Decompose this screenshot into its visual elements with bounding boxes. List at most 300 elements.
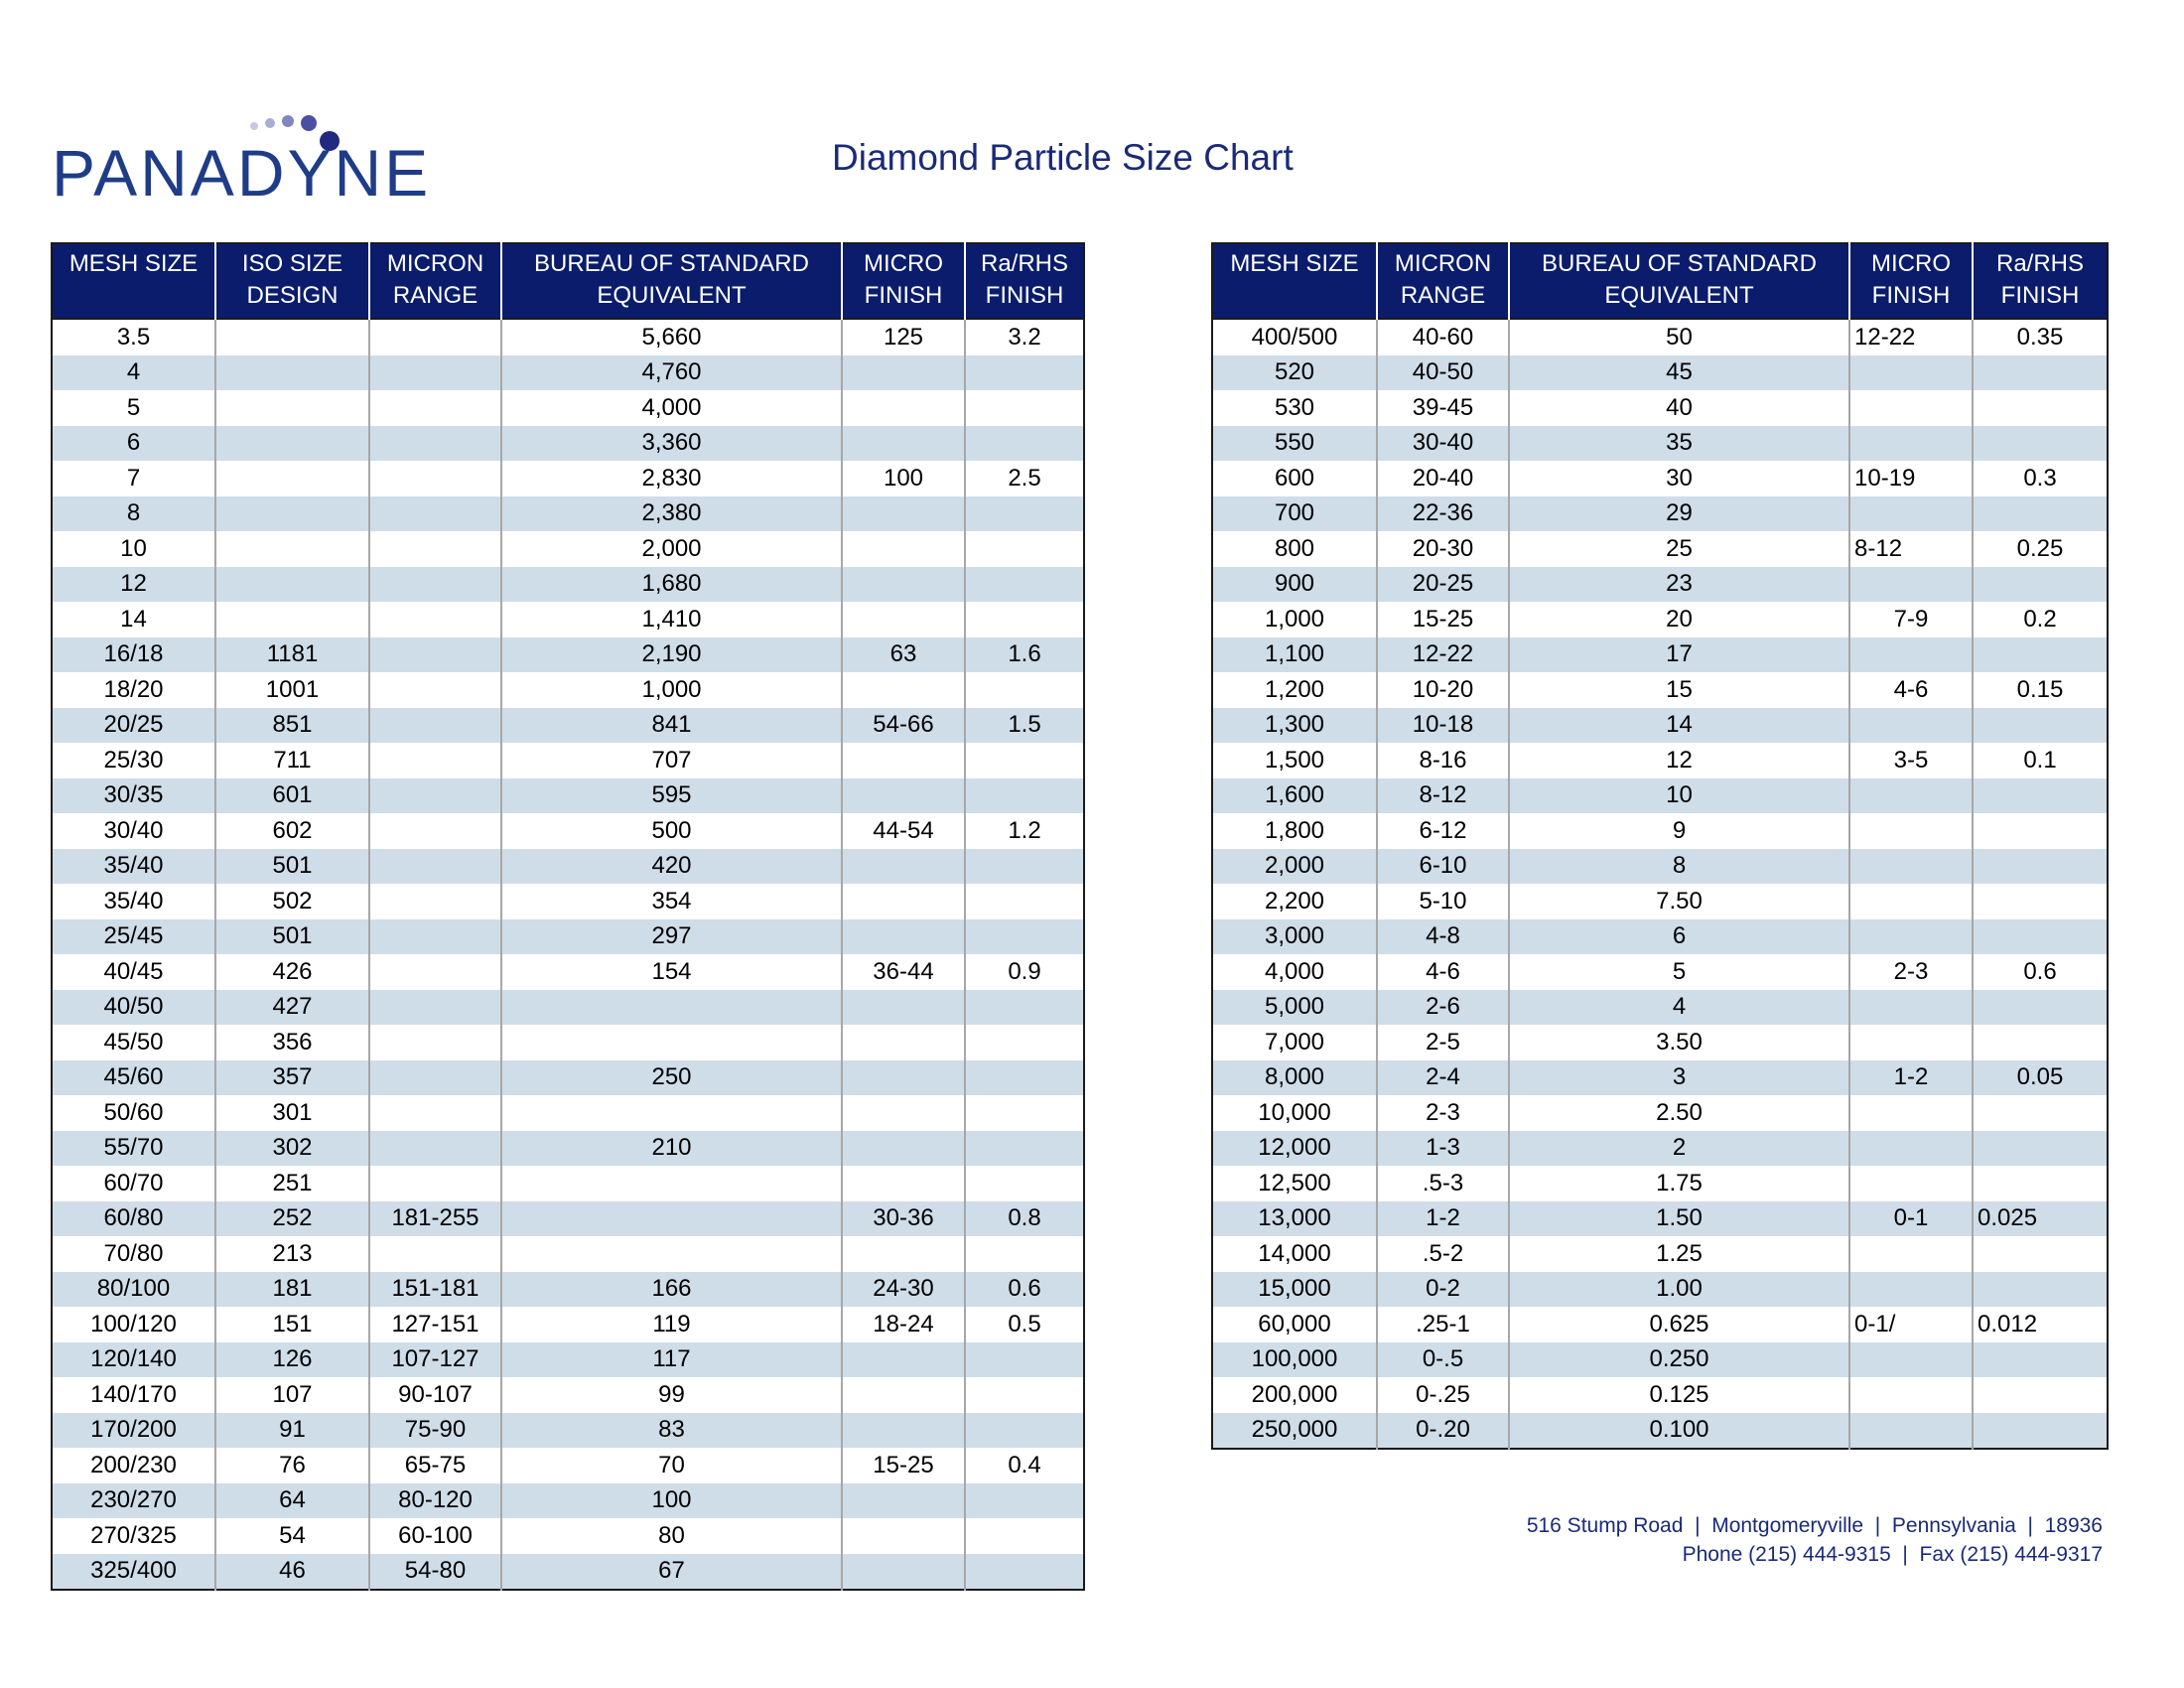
table-row bbox=[52, 813, 1084, 849]
table-cell: 6-12 bbox=[1377, 813, 1509, 849]
table-cell: 4-8 bbox=[1377, 919, 1509, 955]
table-cell: 2 bbox=[1509, 1131, 1849, 1167]
table-cell: 0-.20 bbox=[1377, 1413, 1509, 1450]
table-cell: 0.05 bbox=[1973, 1060, 2108, 1096]
table-cell: 4,000 bbox=[1264, 957, 1325, 985]
table-cell bbox=[965, 1166, 1084, 1201]
table-cell: 151-181 bbox=[369, 1272, 501, 1308]
table-row bbox=[52, 390, 1084, 426]
table-cell bbox=[1973, 567, 2108, 603]
table-cell: 8-12 bbox=[1377, 778, 1509, 814]
table-cell bbox=[1849, 919, 1973, 955]
table-cell: 1.25 bbox=[1509, 1236, 1849, 1272]
table-cell: 1.5 bbox=[965, 708, 1084, 744]
table-cell bbox=[842, 778, 965, 814]
table-cell bbox=[1849, 1131, 1973, 1167]
table-cell: 2-5 bbox=[1377, 1025, 1509, 1060]
table-cell bbox=[369, 1095, 501, 1131]
table-cell: 3.2 bbox=[965, 319, 1084, 355]
table-cell: 181-255 bbox=[369, 1201, 501, 1237]
table-cell bbox=[1973, 990, 2108, 1026]
table-cell bbox=[842, 1342, 965, 1378]
table-cell bbox=[965, 567, 1084, 603]
table-cell: 5,000 bbox=[1212, 990, 1377, 1026]
table-cell bbox=[1849, 1342, 1973, 1378]
column-header-line: FINISH bbox=[1871, 282, 1951, 309]
table-cell bbox=[1849, 1236, 1973, 1272]
table-cell: 3.50 bbox=[1509, 1025, 1849, 1060]
table-cell bbox=[842, 884, 965, 919]
table-cell: 711 bbox=[215, 743, 369, 778]
table-row bbox=[1212, 990, 2108, 1026]
column-header bbox=[501, 243, 842, 319]
table-cell: .25-1 bbox=[1377, 1307, 1509, 1342]
table-cell: 5-10 bbox=[1377, 884, 1509, 919]
table-cell: 1-3 bbox=[1377, 1131, 1509, 1167]
table-cell bbox=[965, 1554, 1084, 1591]
table-cell: 12 bbox=[52, 567, 215, 603]
table-cell: 2-4 bbox=[1377, 1060, 1509, 1096]
table-cell: 5 bbox=[126, 393, 141, 421]
brand-name: PANADYNE bbox=[52, 136, 432, 210]
table-cell bbox=[965, 1377, 1084, 1413]
column-header bbox=[965, 243, 1084, 319]
table-row bbox=[52, 355, 1084, 391]
table-row bbox=[1212, 390, 2108, 426]
table-cell bbox=[1973, 778, 2108, 814]
table-row bbox=[1212, 319, 2108, 355]
table-cell bbox=[369, 496, 501, 532]
table-cell: 80/100 bbox=[52, 1272, 215, 1308]
table-cell: 30 bbox=[1509, 461, 1849, 496]
table-cell bbox=[369, 637, 501, 673]
table-cell: 0.15 bbox=[1973, 672, 2108, 708]
table-cell bbox=[965, 1060, 1084, 1096]
table-row bbox=[1212, 567, 2108, 603]
table-cell: 325/400 bbox=[52, 1554, 215, 1591]
table-cell bbox=[842, 919, 965, 955]
table-cell bbox=[1973, 813, 2108, 849]
table-cell: 0.3 bbox=[1973, 461, 2108, 496]
table-cell: 64 bbox=[215, 1483, 369, 1519]
table-cell: 39-45 bbox=[1377, 390, 1509, 426]
table-cell: 1-2 bbox=[1849, 1060, 1973, 1096]
table-cell: 7.50 bbox=[1509, 884, 1849, 919]
table-cell: 80-120 bbox=[369, 1483, 501, 1519]
column-header-line: MESH SIZE bbox=[68, 250, 199, 277]
table-row bbox=[52, 1483, 1084, 1519]
table-cell bbox=[965, 496, 1084, 532]
table-cell bbox=[1849, 496, 1973, 532]
table-cell: 0.025 bbox=[1973, 1201, 2108, 1237]
table-cell bbox=[215, 319, 369, 355]
table-cell: 707 bbox=[501, 743, 842, 778]
table-cell: 7 bbox=[126, 464, 141, 492]
table-cell: 125 bbox=[842, 319, 965, 355]
table-row bbox=[52, 1342, 1084, 1378]
table-cell: 251 bbox=[215, 1166, 369, 1201]
table-cell bbox=[965, 426, 1084, 462]
table-row bbox=[1212, 884, 2108, 919]
table-row bbox=[1212, 602, 2108, 637]
table-row bbox=[1212, 355, 2108, 391]
table-cell: 501 bbox=[215, 919, 369, 955]
table-cell: 0.1 bbox=[1973, 743, 2108, 778]
table-row bbox=[52, 531, 1084, 567]
table-cell bbox=[501, 1201, 842, 1237]
table-row bbox=[1212, 1201, 2108, 1237]
table-row bbox=[1212, 496, 2108, 532]
column-header bbox=[1973, 243, 2108, 319]
table-cell: 100,000 bbox=[1212, 1342, 1377, 1378]
table-cell: 841 bbox=[501, 708, 842, 744]
table-cell bbox=[1849, 1025, 1973, 1060]
table-row bbox=[52, 1025, 1084, 1060]
table-cell: 1,800 bbox=[1264, 816, 1325, 844]
table-cell: 1.6 bbox=[965, 637, 1084, 673]
table-cell: 50 bbox=[1509, 319, 1849, 355]
column-header-line: BUREAU OF STANDARD bbox=[534, 250, 809, 277]
table-cell: 3-5 bbox=[1849, 743, 1973, 778]
table-cell: 2,380 bbox=[501, 496, 842, 532]
table-cell: 14,000 bbox=[1258, 1239, 1331, 1267]
column-header-line: MICRON bbox=[386, 250, 484, 277]
column-header-line bbox=[1215, 280, 1374, 312]
table-cell: 16/18 bbox=[52, 637, 215, 673]
table-cell: 154 bbox=[501, 954, 842, 990]
table-cell bbox=[215, 531, 369, 567]
table-cell bbox=[1849, 1413, 1973, 1450]
table-cell bbox=[369, 672, 501, 708]
table-cell: 297 bbox=[501, 919, 842, 955]
table-row bbox=[52, 426, 1084, 462]
table-cell bbox=[842, 1236, 965, 1272]
column-header bbox=[1849, 243, 1973, 319]
table-cell: 0.8 bbox=[965, 1201, 1084, 1237]
table-cell: 20-30 bbox=[1377, 531, 1509, 567]
page-title: Diamond Particle Size Chart bbox=[832, 137, 1294, 178]
table-cell: 29 bbox=[1509, 496, 1849, 532]
column-header-line: MICRO bbox=[864, 250, 943, 277]
table-cell bbox=[1849, 849, 1973, 885]
table-cell: 200/230 bbox=[90, 1451, 177, 1478]
table-cell: 30-40 bbox=[1377, 426, 1509, 462]
table-cell: 200,000 bbox=[1251, 1380, 1338, 1408]
table-cell: 45/50 bbox=[103, 1028, 164, 1055]
table-cell: 10 bbox=[120, 534, 147, 562]
table-cell bbox=[369, 919, 501, 955]
table-cell: 0.35 bbox=[1973, 319, 2108, 355]
table-cell: 7,000 bbox=[1264, 1028, 1325, 1055]
table-cell bbox=[1849, 1272, 1973, 1308]
table-cell bbox=[965, 990, 1084, 1026]
table-cell: 17 bbox=[1509, 637, 1849, 673]
table-cell: 0-1/ bbox=[1849, 1307, 1973, 1342]
table-cell: 65-75 bbox=[369, 1448, 501, 1483]
table-cell bbox=[1973, 919, 2108, 955]
table-cell: 127-151 bbox=[369, 1307, 501, 1342]
table-cell: 10,000 bbox=[1258, 1098, 1331, 1126]
table-cell bbox=[1973, 1131, 2108, 1167]
table-cell bbox=[1849, 637, 1973, 673]
table-cell: 301 bbox=[215, 1095, 369, 1131]
table-row bbox=[1212, 1166, 2108, 1201]
table-cell: 91 bbox=[215, 1413, 369, 1449]
column-header-line: DESIGN bbox=[246, 282, 339, 309]
table-cell bbox=[965, 1413, 1084, 1449]
table-cell: 13,000 bbox=[1212, 1201, 1377, 1237]
table-cell: 10-19 bbox=[1849, 461, 1973, 496]
table-cell: 1,680 bbox=[501, 567, 842, 603]
table-cell: 426 bbox=[215, 954, 369, 990]
table-cell bbox=[842, 390, 965, 426]
table-cell bbox=[965, 849, 1084, 885]
table-cell: 36-44 bbox=[842, 954, 965, 990]
table-cell: 35/40 bbox=[52, 849, 215, 885]
table-row bbox=[52, 1413, 1084, 1449]
table-cell bbox=[1973, 1377, 2108, 1413]
phone-fax-line: Phone (215) 444-9315 | Fax (215) 444-9317 bbox=[1682, 1543, 2103, 1566]
table-cell: 4 bbox=[52, 355, 215, 391]
table-cell: 100 bbox=[842, 461, 965, 496]
table-cell: 230/270 bbox=[52, 1483, 215, 1519]
table-cell bbox=[501, 1095, 842, 1131]
table-cell bbox=[965, 778, 1084, 814]
table-cell: 55/70 bbox=[52, 1131, 215, 1167]
column-header bbox=[52, 243, 215, 319]
table-cell bbox=[369, 390, 501, 426]
table-cell: 210 bbox=[501, 1131, 842, 1167]
table-cell bbox=[1973, 1342, 2108, 1378]
table-cell: 119 bbox=[501, 1307, 842, 1342]
table-cell bbox=[369, 813, 501, 849]
table-cell: 0.125 bbox=[1509, 1377, 1849, 1413]
panadyne-logo bbox=[52, 111, 478, 210]
table-cell bbox=[1849, 426, 1973, 462]
column-header-line: MESH SIZE bbox=[1230, 250, 1359, 277]
column-header-line: EQUIVALENT bbox=[1604, 282, 1754, 309]
table-cell bbox=[1849, 708, 1973, 744]
table-cell: 2,200 bbox=[1264, 887, 1325, 914]
table-row bbox=[52, 1272, 1084, 1308]
table-cell bbox=[965, 1518, 1084, 1554]
table-cell: 400/500 bbox=[1251, 323, 1338, 351]
table-header-row bbox=[52, 243, 1084, 319]
table-cell: 8-16 bbox=[1377, 743, 1509, 778]
column-header bbox=[1509, 243, 1849, 319]
table-cell: 2-3 bbox=[1849, 954, 1973, 990]
table-cell: 12,000 bbox=[1212, 1131, 1377, 1167]
table-cell: 1.2 bbox=[965, 813, 1084, 849]
table-cell: 2.5 bbox=[965, 461, 1084, 496]
table-row bbox=[52, 1236, 1084, 1272]
table-cell bbox=[842, 1554, 965, 1591]
table-cell bbox=[369, 778, 501, 814]
table-cell bbox=[215, 426, 369, 462]
table-cell: 35/40 bbox=[103, 887, 164, 914]
table-row bbox=[52, 602, 1084, 637]
table-cell: 10 bbox=[1509, 778, 1849, 814]
table-cell: 12-22 bbox=[1849, 319, 1973, 355]
table-cell: 50/60 bbox=[103, 1098, 164, 1126]
table-row bbox=[1212, 672, 2108, 708]
table-cell: 4,000 bbox=[501, 390, 842, 426]
column-header-line bbox=[55, 280, 212, 312]
column-header-line: EQUIVALENT bbox=[597, 282, 747, 309]
column-header-line: ISO SIZE bbox=[241, 250, 343, 277]
table-cell: .5-2 bbox=[1377, 1236, 1509, 1272]
table-cell bbox=[1849, 1166, 1973, 1201]
table-row bbox=[52, 990, 1084, 1026]
table-cell: 900 bbox=[1212, 567, 1377, 603]
table-row bbox=[1212, 637, 2108, 673]
table-cell: 9 bbox=[1509, 813, 1849, 849]
table-cell: 2-6 bbox=[1377, 990, 1509, 1026]
table-row bbox=[1212, 1131, 2108, 1167]
table-cell bbox=[1973, 426, 2108, 462]
table-cell: 3.5 bbox=[116, 323, 151, 351]
table-cell: 0.625 bbox=[1509, 1307, 1849, 1342]
table-cell bbox=[1973, 1272, 2108, 1308]
table-row bbox=[1212, 743, 2108, 778]
table-cell bbox=[1973, 1413, 2108, 1450]
table-cell bbox=[369, 1131, 501, 1167]
column-header-line: FINISH bbox=[864, 282, 943, 309]
table-cell: 0.9 bbox=[965, 954, 1084, 990]
table-cell: 40-60 bbox=[1377, 319, 1509, 355]
table-cell bbox=[842, 990, 965, 1026]
table-cell bbox=[965, 390, 1084, 426]
table-cell bbox=[842, 1413, 965, 1449]
table-cell: 70 bbox=[501, 1448, 842, 1483]
table-cell bbox=[965, 1025, 1084, 1060]
table-row bbox=[1212, 778, 2108, 814]
table-cell: 40-50 bbox=[1377, 355, 1509, 391]
table-cell bbox=[842, 602, 965, 637]
table-cell bbox=[842, 496, 965, 532]
right-size-table bbox=[1211, 242, 2109, 1450]
table-row bbox=[1212, 708, 2108, 744]
table-cell: 10-20 bbox=[1377, 672, 1509, 708]
table-cell: 15-25 bbox=[1377, 602, 1509, 637]
table-cell: 0.100 bbox=[1509, 1413, 1849, 1450]
table-cell: 1.00 bbox=[1509, 1272, 1849, 1308]
table-cell bbox=[842, 1095, 965, 1131]
table-cell: 18/20 bbox=[103, 675, 164, 703]
table-cell bbox=[369, 319, 501, 355]
table-cell: 54 bbox=[215, 1518, 369, 1554]
table-cell: 270/325 bbox=[90, 1521, 177, 1549]
table-cell: 63 bbox=[842, 637, 965, 673]
table-row bbox=[52, 567, 1084, 603]
table-row bbox=[52, 1448, 1084, 1483]
table-row bbox=[1212, 919, 2108, 955]
table-cell: 354 bbox=[501, 884, 842, 919]
table-cell: 601 bbox=[215, 778, 369, 814]
column-header-line: MICRO bbox=[1871, 250, 1951, 277]
table-cell bbox=[1973, 1236, 2108, 1272]
table-cell bbox=[965, 355, 1084, 391]
table-cell: 100 bbox=[501, 1483, 842, 1519]
table-cell: 8 bbox=[52, 496, 215, 532]
table-cell bbox=[501, 1166, 842, 1201]
table-row bbox=[1212, 1377, 2108, 1413]
table-row bbox=[52, 708, 1084, 744]
table-cell: 3,000 bbox=[1212, 919, 1377, 955]
table-cell bbox=[1973, 496, 2108, 532]
table-cell: 0.6 bbox=[965, 1272, 1084, 1308]
table-cell: 23 bbox=[1509, 567, 1849, 603]
table-row bbox=[1212, 1342, 2108, 1378]
table-cell bbox=[965, 743, 1084, 778]
column-header-line: FINISH bbox=[2000, 282, 2080, 309]
table-cell: 100/120 bbox=[90, 1310, 177, 1337]
table-cell: 501 bbox=[215, 849, 369, 885]
table-cell bbox=[501, 1025, 842, 1060]
table-cell: 1001 bbox=[215, 672, 369, 708]
table-cell: 8 bbox=[1509, 849, 1849, 885]
table-cell: 20 bbox=[1509, 602, 1849, 637]
table-cell bbox=[369, 1236, 501, 1272]
table-row bbox=[1212, 1413, 2108, 1450]
table-row bbox=[1212, 1025, 2108, 1060]
table-cell bbox=[1973, 884, 2108, 919]
table-cell bbox=[369, 1060, 501, 1096]
table-cell bbox=[965, 1095, 1084, 1131]
table-row bbox=[1212, 954, 2108, 990]
table-cell: 502 bbox=[215, 884, 369, 919]
table-header-row bbox=[1212, 243, 2108, 319]
table-cell bbox=[842, 849, 965, 885]
table-cell: 550 bbox=[1212, 426, 1377, 462]
table-cell bbox=[1973, 637, 2108, 673]
table-cell bbox=[369, 531, 501, 567]
table-cell: 107 bbox=[215, 1377, 369, 1413]
table-cell bbox=[965, 884, 1084, 919]
table-cell bbox=[369, 990, 501, 1026]
table-cell: 15 bbox=[1509, 672, 1849, 708]
table-cell: 12,500 bbox=[1258, 1169, 1331, 1196]
table-cell: 800 bbox=[1274, 534, 1315, 562]
table-cell: 30/35 bbox=[52, 778, 215, 814]
table-cell bbox=[369, 602, 501, 637]
table-cell: 14 bbox=[1509, 708, 1849, 744]
table-cell: 851 bbox=[215, 708, 369, 744]
table-row bbox=[52, 319, 1084, 355]
table-cell: .5-3 bbox=[1377, 1166, 1509, 1201]
table-cell bbox=[1849, 567, 1973, 603]
table-cell: 1,500 bbox=[1264, 746, 1325, 774]
table-cell: 0-.5 bbox=[1377, 1342, 1509, 1378]
table-cell: 25 bbox=[1509, 531, 1849, 567]
table-cell bbox=[369, 708, 501, 744]
table-cell bbox=[369, 567, 501, 603]
table-row bbox=[52, 1554, 1084, 1591]
table-cell: 166 bbox=[501, 1272, 842, 1308]
table-row bbox=[52, 1131, 1084, 1167]
table-cell: 8-12 bbox=[1849, 531, 1973, 567]
table-cell: 356 bbox=[215, 1025, 369, 1060]
table-row bbox=[52, 1518, 1084, 1554]
table-row bbox=[1212, 849, 2108, 885]
table-row bbox=[52, 954, 1084, 990]
table-cell bbox=[1849, 884, 1973, 919]
table-cell bbox=[1849, 390, 1973, 426]
column-header bbox=[1212, 243, 1377, 319]
table-cell: 99 bbox=[501, 1377, 842, 1413]
table-cell: 35 bbox=[1509, 426, 1849, 462]
table-cell bbox=[1849, 778, 1973, 814]
